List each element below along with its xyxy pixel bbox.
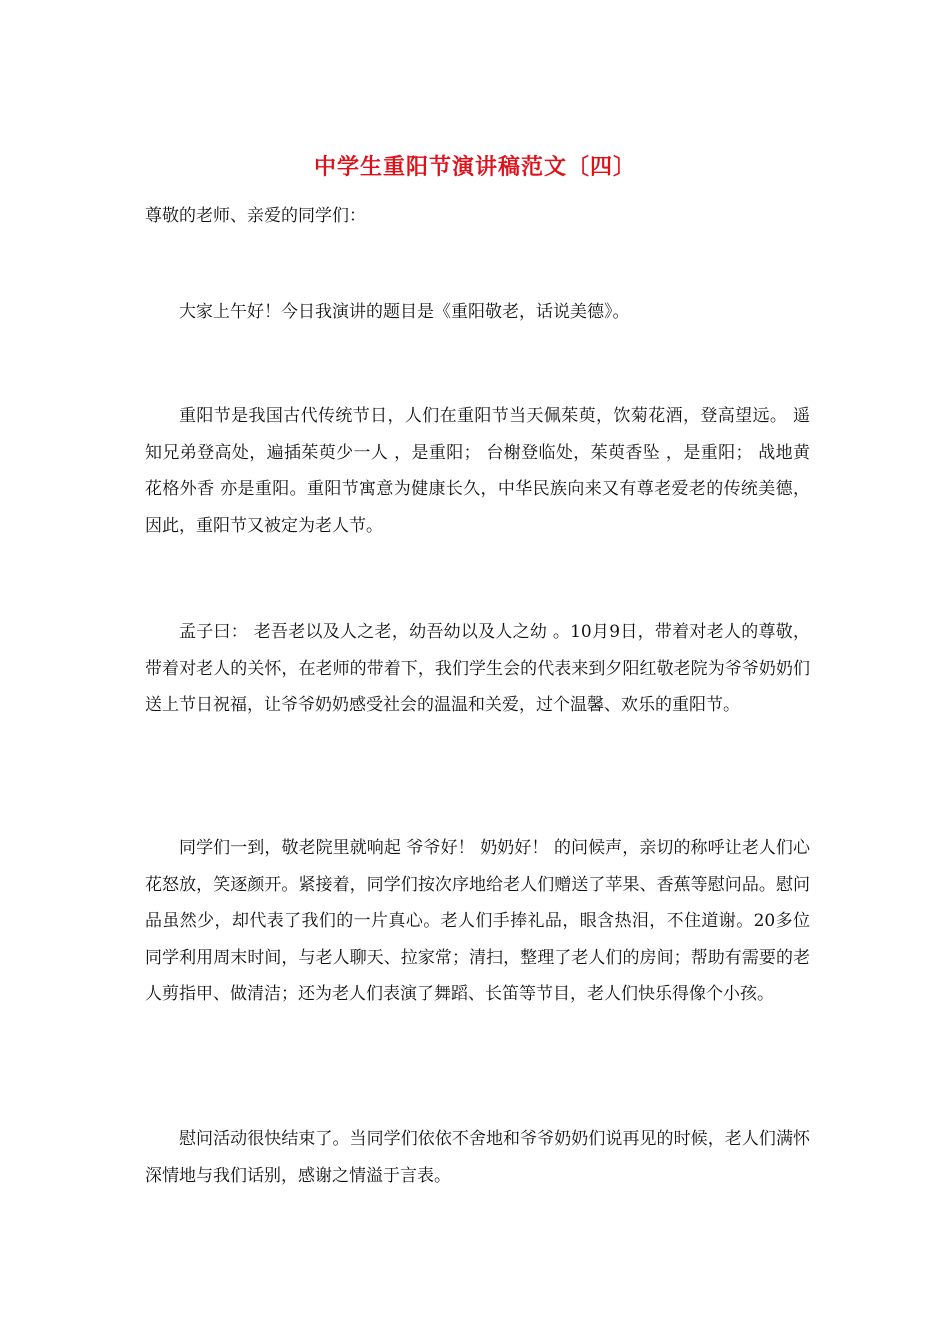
paragraph-activities: 同学们一到，敬老院里就响起 爷爷好！ 奶奶好！ 的问候声，亲切的称呼让老人们心花怒放，笑逐颜开。紧接着，同学们按次序地给老人们赠送了苹果、香蕉等慰问品。慰问品虽然少，却代表了我们的一片真心。老人们手捧礼品，眼含热泪，不住道谢。20多位同学利用周末时间，与老人聊天、拉家常；清扫，整理了老人们的房间；帮助有需要的老人剪指甲、做清洁；还为老人们表演了舞蹈、长笛等节目，老人们快乐得像个小孩。	[145, 838, 810, 1004]
paragraph-mencius-visit: 孟子曰： 老吾老以及人之老，幼吾幼以及人之幼 。10月9日，带着对老人的尊敬，带着对老人的关怀，在老师的带着下，我们学生会的代表来到夕阳红敬老院为爷爷奶奶们送上节日祝福，让爷爷奶奶感受社会的温温和关爱，过个温馨、欢乐的重阳节。	[145, 622, 810, 715]
document-title: 中学生重阳节演讲稿范文〔四〕	[313, 154, 636, 180]
salutation: 尊敬的老师、亲爱的同学们：	[145, 206, 366, 226]
paragraph-festival-intro: 重阳节是我国古代传统节日，人们在重阳节当天佩茱萸，饮菊花酒，登高望远。 遥知兄弟登高处，遍插茱萸少一人 ，是重阳； 台榭登临处，茱萸香坠 ，是重阳； 战地黄花格外香 亦是重阳。重阳节寓意为健康长久，中华民族向来又有尊老爱老的传统美德，因此，重阳节又被定为老人节。	[145, 406, 810, 536]
paragraph-farewell: 慰问活动很快结束了。当同学们依依不舍地和爷爷奶奶们说再见的时候，老人们满怀深情地与我们话别，感谢之情溢于言表。	[145, 1129, 810, 1186]
paragraph-greeting: 大家上午好！今日我演讲的题目是《重阳敬老，话说美德》。	[179, 302, 630, 322]
